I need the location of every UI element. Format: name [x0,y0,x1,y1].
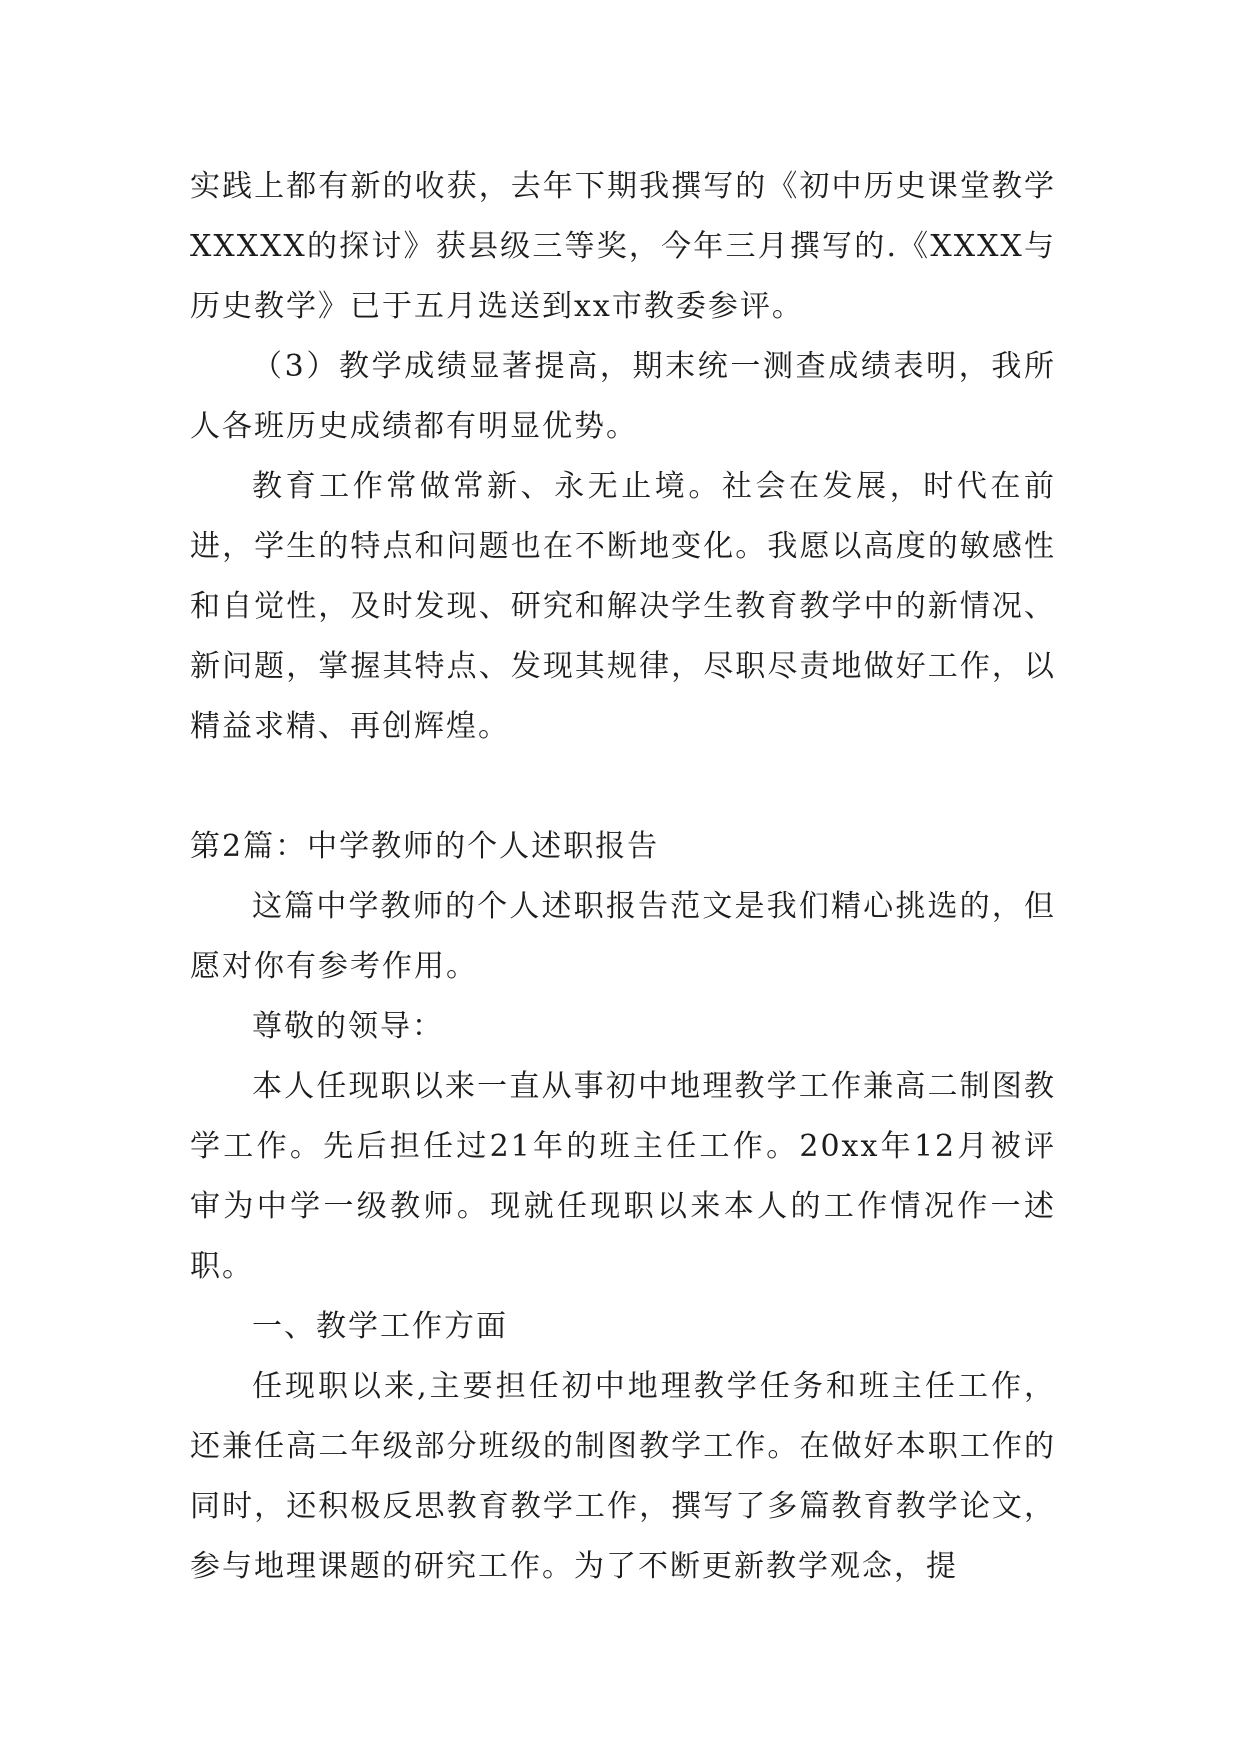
subheading-teaching-work: 一、教学工作方面 [252,1309,508,1344]
paragraph-background: 本人任现职以来一直从事初中地理教学工作兼高二制图教学工作。先后担任过21年的班主任工作。20xx年12月被评审为中学一级教师。现就任现职以来本人的工作情况作一述职。 [190,1069,1056,1284]
paragraph-teaching-work: 任现职以来,主要担任初中地理教学任务和班主任工作，还兼任高二年级部分班级的制图教学工作。在做好本职工作的同时，还积极反思教育教学工作，撰写了多篇教育教学论文，参与地理课题的研究工作。为了不断更新教学观念，提 [190,1369,1056,1584]
paragraph-intro: 这篇中学教师的个人述职报告范文是我们精心挑选的，但愿对你有参考作用。 [190,889,1056,984]
paragraph-teaching-results: （3）教学成绩显著提高，期末统一测查成绩表明，我所人各班历史成绩都有明显优势。 [190,349,1056,444]
paragraph-closing: 教育工作常做常新、永无止境。社会在发展，时代在前进，学生的特点和问题也在不断地变化。我愿以高度的敏感性和自觉性，及时发现、研究和解决学生教育教学中的新情况、新问题，掌握其特点、发现其规律，尽职尽责地做好工作，以精益求精、再创辉煌。 [190,469,1056,744]
paragraph-salutation: 尊敬的领导： [252,1009,444,1044]
paragraph-continuation: 实践上都有新的收获，去年下期我撰写的《初中历史课堂教学XXXXX的探讨》获县级三等奖，今年三月撰写的.《XXXX与历史教学》已于五月选送到xx市教委参评。 [190,169,1056,324]
document-body [190,157,1056,1597]
section-heading: 第2篇：中学教师的个人述职报告 [190,829,660,864]
